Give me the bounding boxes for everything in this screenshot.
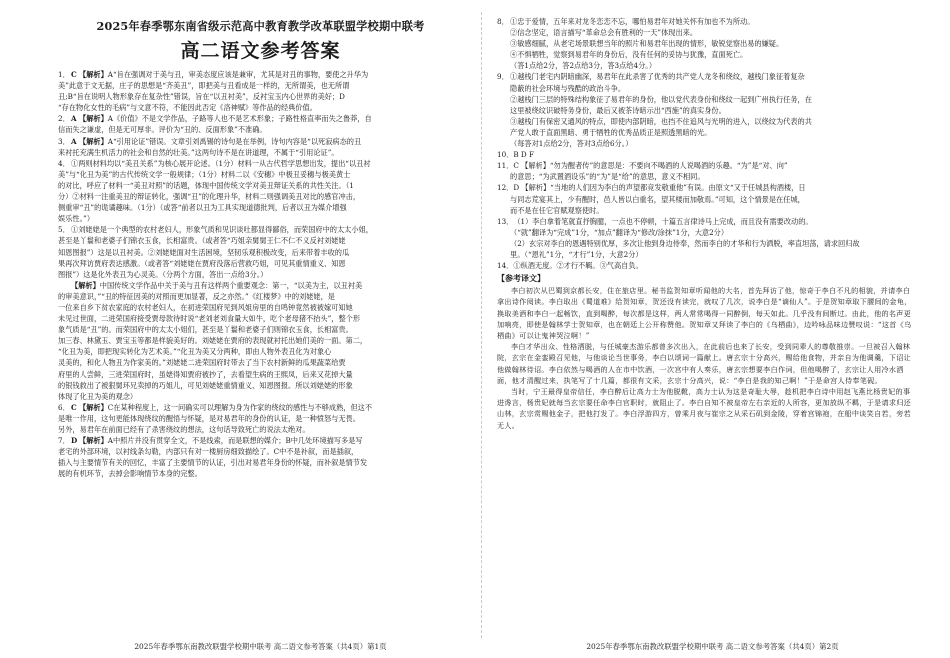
answer-line: 一位来自乡下贫农家庭的农村老妇人，在初进荣国府见到风姐房里的自鸣钟竟然被被嫁可知她 (58, 302, 353, 312)
answer-line: 这里被绕纹识破特务身份，最后又被茶诗暗示出“西施”的真实身份。 (510, 105, 726, 115)
answer-text: ①忠于爱情，五年来对龙冬恋恋不忘，哪怕易君年对她关怀有加也不为所动。 (510, 17, 755, 26)
answer-line: 果再次拜访贾府表达感激。（或者答“刘姥姥在贾府没落后营救巧姐，可见其重情重义、知恩 (58, 258, 346, 268)
reference-translation (497, 285, 916, 431)
analysis-label: 【解析】 (71, 280, 100, 290)
question-number: 11． (497, 161, 514, 171)
answer-line: “化丑为美，即把现实转化为艺术美。”“化丑为美又分两种，即由人物外表丑化为对象心 (58, 347, 332, 357)
translation-paragraph: 当时，宁王最得皇帝信任，李白醉后让高力士为他脱靴，高力士认为这是奇耻大辱，趁机把李白诗中用赵飞燕比杨贵妃的事进谗言，杨贵妃就每当玄宗要任命李白官职时，就阻止了。李白自知不被皇帝左右亲近的人所容，更加放纵不羁，于是请求归还山林，玄宗赏赐他金子，把他打发了。李白浮游四方，曾乘月夜与崔宗之从采石矶到金陵，穿着宫锦袍，在船中谈笑自若，旁若无人。 (497, 386, 912, 430)
answer-line (497, 216, 916, 227)
answer-line: “存在物化女性的毛病”与文意不符，不能因此否定《洛神赋》等作品的经典价值。 (58, 103, 317, 113)
question-number: 14． (497, 261, 514, 271)
answer-line (58, 69, 463, 80)
answer-line: （每答对1点给2分，答对3点给6分。） (510, 139, 633, 149)
answer-line: ④不惧牺牲，觉察到易君年的身份后，没有任何的妥协与犹豫，直面死亡。 (510, 50, 748, 60)
answer-line (497, 71, 916, 82)
analysis-label: 【解析】 (79, 402, 108, 412)
answer-line (58, 402, 463, 413)
answer-line: （“就”翻译为“完成”1分，“加点”翻译为“修改/涂抹”1分，大意2分） (510, 227, 729, 237)
answer-text: B D F (513, 150, 534, 160)
translation-paragraph: 李白才华出众、性格洒脱，与任城豪杰游乐都曾多次出入，在此前后也来了长安，受到同辈人的尊敬推崇。一旦被召入翰林院，玄宗在金銮殿召见他，与他谈论当世事务，李白以颂词一篇献上。唐玄宗十分高兴，赐给他食物，并亲自为他调羹，下诏让他做翰林待诏。李白依然与喝酒的人在市中饮酒，一次宫中有人奏乐，唐玄宗想要李白作词，但他喝醉了，玄宗让人用冷水洒面，他才清醒过来，执笔写了十几篇，都很有文采，玄宗十分高兴，说：“李白是我的知己啊！”于是命宫人侍奉笔砚。 (497, 342, 912, 385)
answer-choice: A (71, 136, 77, 146)
answer-line: 的银钱救出了被狠舅环兄卖掉的巧姐儿，可见刘姥姥重情重义、知恩图报。所以刘姥姥的形象 (58, 380, 353, 390)
question-number: 12． (497, 183, 514, 193)
answer-line: 信而失之谦虚，但是无可厚非。评价为“丑的、反面形象”不准确。 (58, 125, 267, 135)
question-number: 1． (58, 70, 70, 79)
answer-line: 灵美的，和化人物丑为作家美的。”刘姥姥二进荣国府时带去了当下农村新鲜的瓜果蔬菜给贾 (58, 358, 346, 368)
answer-line: 美”与“化丑为美”的古代传统文学一般规律；（1分）材料二以《安穗》中极丑妥穗与极美黄士 (58, 169, 351, 179)
answer-line: 娱乐性。”） (58, 214, 95, 224)
answer-text: ①刘姥姥是一个典型的农村老妇人，形象气质和见识谈吐都显得鄙俗，而荣国府中的太太小姐， (71, 225, 373, 235)
question-number: 13． (497, 216, 514, 226)
answer-line: 府里的人尝鲜，三进荣国府时，虽姥得知贾府被抄了，去看望生病的王熙凤，后来又花掉大量 (58, 369, 353, 379)
question-number: 9． (497, 72, 509, 82)
answer-text: （1）李白拿着笔就直抒胸臆，一点也不停顿，十篇五言律诗马上完成，而且没有需要改动的。 (513, 216, 813, 226)
answer-line (58, 113, 463, 124)
answer-line (58, 280, 463, 291)
answer-line (497, 16, 916, 27)
answer-choice: C (71, 402, 77, 412)
exam-title: 2025年春季鄂东南省级示范高中教育教学改革联盟学校期中联考 (96, 19, 425, 33)
answer-text: 中国传统文学作品中关于美与丑有这样两个重要观念：第一，“以美为主，以丑衬美 (99, 280, 363, 290)
answer-line (58, 136, 463, 147)
answer-line: （答1点给2分，答2点给3分，答3点给4分。） (510, 61, 657, 71)
right-answer-list (497, 16, 916, 271)
left-answer-list (58, 69, 463, 479)
answer-line: ③敏感细腻，从老宅场景联想当年的照片和易君年出现的情形，敏锐觉察出易的嫌疑。 (510, 39, 784, 49)
answer-line: ②信念坚定，语言描写“革命总会有胜利的一天”体现出来。 (510, 28, 698, 38)
answer-text: ①两则材料均以“美丑关系”为核心展开论述。（1分）材料一从古代哲学思想出发，提出“以丑衬 (71, 158, 371, 168)
analysis-label: 【解析】 (79, 136, 108, 146)
answer-line: 未见过世面，二进荣国府接受贾母款待时说“老刘老刘食量大如牛，吃个老母猪不抬头”，整个形 (58, 314, 361, 324)
answer-line: （2）玄宗对李白的恩遇特别优厚，多次让他到身边侍奉，然而李白的才华和行为洒脱，率直坦荡，请求回归故 (510, 238, 860, 248)
answer-line: 体现了化丑为美的观念） (58, 391, 138, 401)
page-right (475, 0, 950, 658)
answer-choice: C (71, 70, 77, 79)
reference-translation-label: 【参考译文】 (497, 273, 545, 284)
answer-text: A《价值》不是文学作品，子路等人也不是艺术形象；子路性格直率而失之鲁莽，自 (107, 114, 372, 124)
question-number: 2． (58, 114, 70, 124)
answer-line: 产党人敢于直面黑暗、勇于牺牲的优秀品质正是照透黑暗的光。 (510, 127, 712, 137)
answer-text: A“引用论证”错误。文章引刘禹锡的诗句是在举例，诗句内容是“以死寂病态的丑 (107, 136, 362, 146)
answer-line: 的审美意识，”“丑的特征因美的对照而更加显著，反之亦然。”《红楼梦》中的刘姥姥，是 (58, 291, 335, 301)
analysis-label: 【解析】 (79, 70, 108, 79)
question-number: 5． (58, 225, 70, 235)
answer-line (58, 158, 463, 169)
answer-line: 的对比，呼应了材料一“美丑对照”的话题，体现中国传统文学对美丑辩证关系的共性关注。（1 (58, 180, 354, 190)
answer-text: D 【解析】“当地的人们因为李白的声望都竞发敬重他”有误。由原文“又于任城县构酒楼，日 (513, 183, 806, 193)
question-number: 4． (58, 158, 70, 168)
answer-text: A“旨在强调对于美与丑，审美态度应该是兼审，尤其是对丑的事物，要使之升华为 (107, 70, 369, 79)
answer-line: 里。（“恩礼”1分，“才行”1分，大意2分） (510, 249, 643, 259)
question-number: 10． (497, 150, 514, 160)
answer-line: 展的有机环节，去掉会影响情节本身的完整。 (58, 469, 202, 479)
answer-choice: A (71, 114, 77, 124)
answer-line: 美”此意于文无据，庄子的思想是“齐美丑”，即把美与丑看成是一样的，无所谓美，也无所谓 (58, 81, 350, 91)
answer-line: 象气质是“丑”的。而荣国府中的太太小姐们，甚至是丫鬟和老婆子们则锦衣玉食，长相富贵。 (58, 325, 353, 335)
answer-line (497, 260, 916, 271)
answer-line: 丑;B“旨在说明人物形象存在复杂性”错误，旨在“以丑衬美”，反衬宝玉内心世界的美好；D (58, 92, 345, 102)
answer-line: 与同志荒宴其上，少有醒时，邑人皆以白重名，望其楼而加敬焉。”可知，这个情景是在任城， (510, 194, 805, 204)
footer-right: 2025年春季鄂东南教改联盟学校期中联考 高二语文参考答案（共4页）第2页 (586, 642, 839, 651)
doc-title: 高二语文参考答案 (180, 40, 341, 62)
question-number: 8． (497, 17, 509, 26)
answer-line: 是唯一作用，这句更能体现绕纹的醒悟与怀疑，是对易君年的身份的认证，是一种愤怒与无畏。 (58, 413, 360, 423)
answer-line (58, 224, 463, 235)
answer-line: ③越栈门有保密又通风的特点，即使内部阴暗，也挡不住追风与光明的进入，以绕纹为代表的共 (510, 116, 812, 126)
answer-line (497, 160, 916, 171)
answer-line: 而不是在任它官赋观察使时。 (510, 205, 604, 215)
answer-line: 分）②材料一注重美丑的辩证转化，强调“丑”的化理升华，材料二则强调美丑对比的感官冲击， (58, 192, 361, 202)
question-number: 6． (58, 402, 70, 412)
analysis-label: 【解析】 (79, 114, 108, 124)
translation-paragraph: 李白初次从巴蜀到京都长安，住在旅店里。秘书监贺知章听闻他的大名，首先拜访了他，惊奇于李白不凡的相貌，并请李白拿出诗作阅读。李白取出《蜀道难》给贺知章，贺还没有读完，就叹了几次，说李白是“谪仙人”。于是贺知章取下腰间的金龟，换取美酒和李白一起畅饮，直到喝醉，每次都是这样，两人常常喝得一同醉倒，每天如此。几乎没有间断过。由此，他的名声更加响亮，即使是翰林学士贺知章，也在朝廷上公开称赞他。贺知章又拜读了李白的《乌栖曲》，边吟咏品味边赞叹说：“这首《乌栖曲》可以让鬼神哭泣啊！” (497, 286, 912, 340)
analysis-label: 【解析】 (79, 436, 108, 446)
answer-line: 侧重审“丑”的诡谲趣味。（1分）（或答“前者以丑为工具实现道德批判，后者以丑为媒介增强 (58, 203, 347, 213)
answer-line (497, 149, 916, 160)
answer-line: 图报”）这是化外表丑为心灵美。（分两个方面，答出一点给3分。） (58, 269, 268, 279)
answer-text: C在某种程度上，这一问确实可以理解为身为作家的绕纹的感性与不够成熟，但这不 (107, 402, 373, 412)
footer-left: 2025年春季鄂东南教改联盟学校期中联考 高二语文参考答案（共4页）第1页 (134, 642, 387, 651)
answer-line: 老宅的外部环境，以衬线条勾勒，内部只有对一楼厨房细致描绘了。C中不是补叙，而是插叙， (58, 447, 359, 457)
question-number: 3． (58, 136, 70, 146)
answer-line: 的意思；“为武置酒设乐”的“为”是“给”的意思，意义不相同。 (510, 172, 705, 182)
answer-line: 隐蔽的社会环境与残酷的政治斗争。 (510, 83, 626, 93)
answer-line: 来衬托充满生机活力的社会和自然的壮美。”这两句诗不是在讲道理，不属于“引用论证”。 (58, 147, 339, 157)
answer-line: 加三春、林黛玉、贾宝玉等都是样貌美好的。刘姥姥在贾府的表现就衬托出她们美的一面。第二， (58, 336, 368, 346)
answer-line: 甚至是丫鬟和老婆子们锦衣玉食，长相富贵。（或者答“巧姐亲舅舅王仁不仁不义反衬刘姥姥 (58, 236, 346, 246)
answer-line (58, 435, 463, 446)
answer-text: ①纵酒无度。②才行不羁。③气高自负。 (513, 261, 643, 271)
question-number: 7． (58, 436, 70, 446)
answer-text: A中照片并没有贯穿全文，不是线索，而是联想的媒介；B中几处环境描写多是写 (107, 436, 363, 446)
answer-line (497, 182, 916, 193)
answer-choice: D (71, 436, 78, 446)
answer-line: 插入与主要情节有关的回忆，丰富了主要情节的认证，引出对易君年身份的怀疑，而补叙是情节发 (58, 458, 368, 468)
answer-line: 知恩图报”）这是以丑衬美。②刘姥姥面对生活困境，坚韧乐观积极改变，后来带着丰收的瓜 (58, 247, 350, 257)
answer-text: ①越栈门老宅内阴暗幽深，易君年在此杀害了优秀的共产党人龙冬和绕纹，越栈门象征着复杂 (510, 72, 805, 82)
answer-line: 另外，易君年在前面已经有了杀害绕纹的想法，这句话导致死亡的说法太绝对。 (58, 425, 310, 434)
answer-text: C 【解析】“勿为醒者传”的意思是：不要向不喝酒的人说喝酒的乐趣。“为”是“对、向” (513, 161, 788, 171)
answer-line: ②越栈门三层的特殊结构象征了易君年的身份，他以党代表身份和绕纹一起到广州执行任务，在 (510, 94, 812, 104)
